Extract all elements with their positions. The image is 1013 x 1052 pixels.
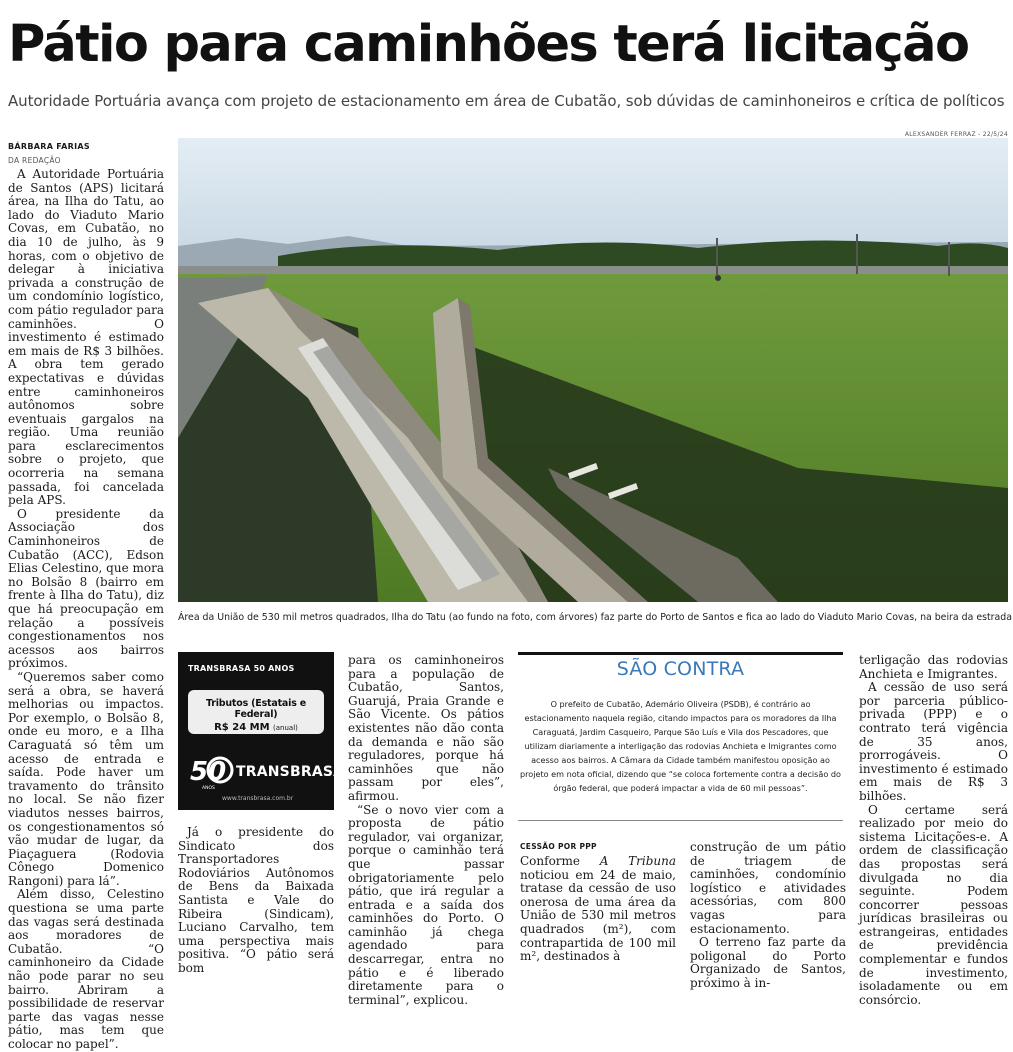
subheadline: Autoridade Portuária avança com projeto de estacionamento em área de Cubatão, sob dúvidas de caminhoneiros e crítica de políticos (8, 92, 1005, 110)
article-column-3 (348, 653, 504, 1007)
sidebar-box-rule (518, 652, 843, 655)
byline-author: BÁRBARA FARIAS (8, 142, 90, 151)
ad-headline: TRANSBRASA 50 ANOS (188, 664, 295, 673)
ad-tax-value: R$ 24 MM (214, 722, 270, 733)
ad-brand: TRANSBRASA (236, 764, 345, 780)
ad-tax-note: (anual) (273, 724, 298, 732)
ad-logo-number: 50 (190, 757, 227, 787)
transbrasa-50-anos-logo (186, 752, 236, 792)
paragraph: “Queremos saber como será a obra, se haverá melhorias ou impactos. Por exemplo, o Bolsão 8, onde eu moro, e a Ilha Caraguatá só têm um acesso de entrada e saída. Pode haver um travamento do trânsito no local. Se não fizer viadutos nesses bairros, os congestionamentos só vão mudar de lugar, da Piaçaguera (Rodovia Cônego Domenico Rangoni) para lá”. (8, 669, 164, 888)
section-heading: CESSÃO POR PPP (520, 842, 597, 851)
ad-tax-label: Tributos (Estatais e Federal) (205, 698, 307, 720)
newspaper-name: A Tribuna (599, 854, 676, 868)
paragraph: Conforme A Tribuna noticiou em 24 de maio, tratase da cessão de uso onerosa de uma área da União de 530 mil metros quadrados (m²), com contrapartida de 100 mil m², destinados à (520, 854, 676, 964)
advertisement-transbrasa (178, 652, 345, 810)
paragraph: Além disso, Celestino questiona se uma parte das vagas será destinada aos moradores de Cubatão. “O caminhoneiro da Cidade não pode parar no seu bairro. Abriram a possibilidade de reservar parte das vagas nesse pátio, mas tem que colocar no papel”. (8, 887, 164, 1051)
ad-tax-box (188, 690, 324, 734)
headline: Pátio para caminhões terá licitação (8, 15, 969, 74)
article-column-2 (178, 825, 334, 975)
ad-logo-sub: ANOS (202, 786, 215, 791)
article-column-4 (520, 854, 676, 964)
sidebar-box-body: O prefeito de Cubatão, Ademário Oliveira (PSDB), é contrário ao estacionamento naquela região, citando impactos para os moradores da Ilha Caraguatá, Jardim Casqueiro, Parque São Luís e Vila dos Pescadores, que utilizam diariamente a interligação das rodovias Anchieta e Imigrantes como acesso aos bairros. A Câmara da Cidade também manifestou oposição ao projeto em nota oficial, dizendo que “se coloca fortemente contra a decisão do órgão federal, que poderá impactar a vida de 60 mil pessoas”. (520, 699, 841, 793)
article-column-1 (8, 167, 165, 1051)
paragraph: terligação das rodovias Anchieta e Imigrantes. (859, 653, 1008, 681)
paragraph: “Se o novo vier com a proposta de pátio regulador, vai organizar, porque o caminhão terá que passar obrigatoriamente pelo pátio, que irá regular a entrada e a saída dos caminhões do Porto. O caminhão já chega agendado para descarregar, entra no pátio e é liberado diretamente para o terminal”, explicou. (348, 802, 504, 1007)
photo-credit: ALEXSANDER FERRAZ - 22/5/24 (904, 131, 1008, 138)
byline-desk: DA REDAÇÃO (8, 156, 61, 165)
paragraph: O presidente da Associação dos Caminhoneiros de Cubatão (ACC), Edson Elias Celestino, que mora no Bolsão 8 (bairro em frente à Ilha do Tatu), diz que há preocupação em relação a possíveis congestionamentos nos acessos aos bairros próximos. (8, 506, 165, 671)
paragraph: para os caminhoneiros para a população de Cubatão, Santos, Guarujá, Praia Grande e São Vicente. Os pátios existentes não dão conta da demanda e não são reguladores, porque há caminhões que não passam por eles”, afirmou. (348, 653, 504, 803)
paragraph: construção de um pátio de triagem de caminhões, condomínio logístico e atividades acessórias, com 800 vagas para estacionamento. (690, 840, 846, 936)
sidebar-box-divider (518, 820, 843, 821)
ad-url: www.transbrasa.com.br (222, 795, 294, 802)
photo-landscape-image (178, 138, 1008, 602)
paragraph: O terreno faz parte da poligonal do Porto Organizado de Santos, próximo à in- (690, 935, 846, 990)
paragraph: O certame será realizado por meio do sistema Licitações-e. A ordem de classificação das propostas será divulgada no dia seguinte. Podem concorrer pessoas jurídicas brasileiras ou estrangeiras, entidades de previdência complementar e fundos de investimento, isoladamente ou em consórcio. (859, 802, 1008, 1007)
article-column-6 (859, 653, 1008, 1007)
paragraph: A Autoridade Portuária de Santos (APS) licitará área, na Ilha do Tatu, ao lado do Viaduto Mario Covas, em Cubatão, no dia 10 de julho, às 9 horas, com o objetivo de delegar à iniciativa privada a construção de um condomínio logístico, com pátio regulador para caminhões. O investimento é estimado em mais de R$ 3 bilhões. A obra tem gerado expectativas e dúvidas entre caminhoneiros autônomos sobre eventuais gargalos na região. Uma reunião para esclarecimentos sobre o projeto, que ocorreria na semana passada, foi cancelada pela APS. (8, 167, 164, 508)
photo-caption: Área da União de 530 mil metros quadrados, Ilha do Tatu (ao fundo na foto, com árvores) faz parte do Porto de Santos e fica ao lado do Viaduto Mario Covas, na beira da estrada (178, 612, 1012, 623)
paragraph: A cessão de uso será por parceria público-privada (PPP) e o contrato terá vigência de 35 anos, prorrogáveis. O investimento é estimado em mais de R$ 3 bilhões. (859, 680, 1008, 803)
sidebar-box-title: SÃO CONTRA (616, 658, 745, 680)
article-column-5 (690, 840, 846, 990)
article-photo (178, 138, 1008, 602)
paragraph: Já o presidente do Sindicato dos Transportadores Rodoviários Autônomos de Bens da Baixada Santista e Vale do Ribeira (Sindicam), Luciano Carvalho, tem uma perspectiva mais positiva. “O pátio será bom (178, 825, 334, 975)
